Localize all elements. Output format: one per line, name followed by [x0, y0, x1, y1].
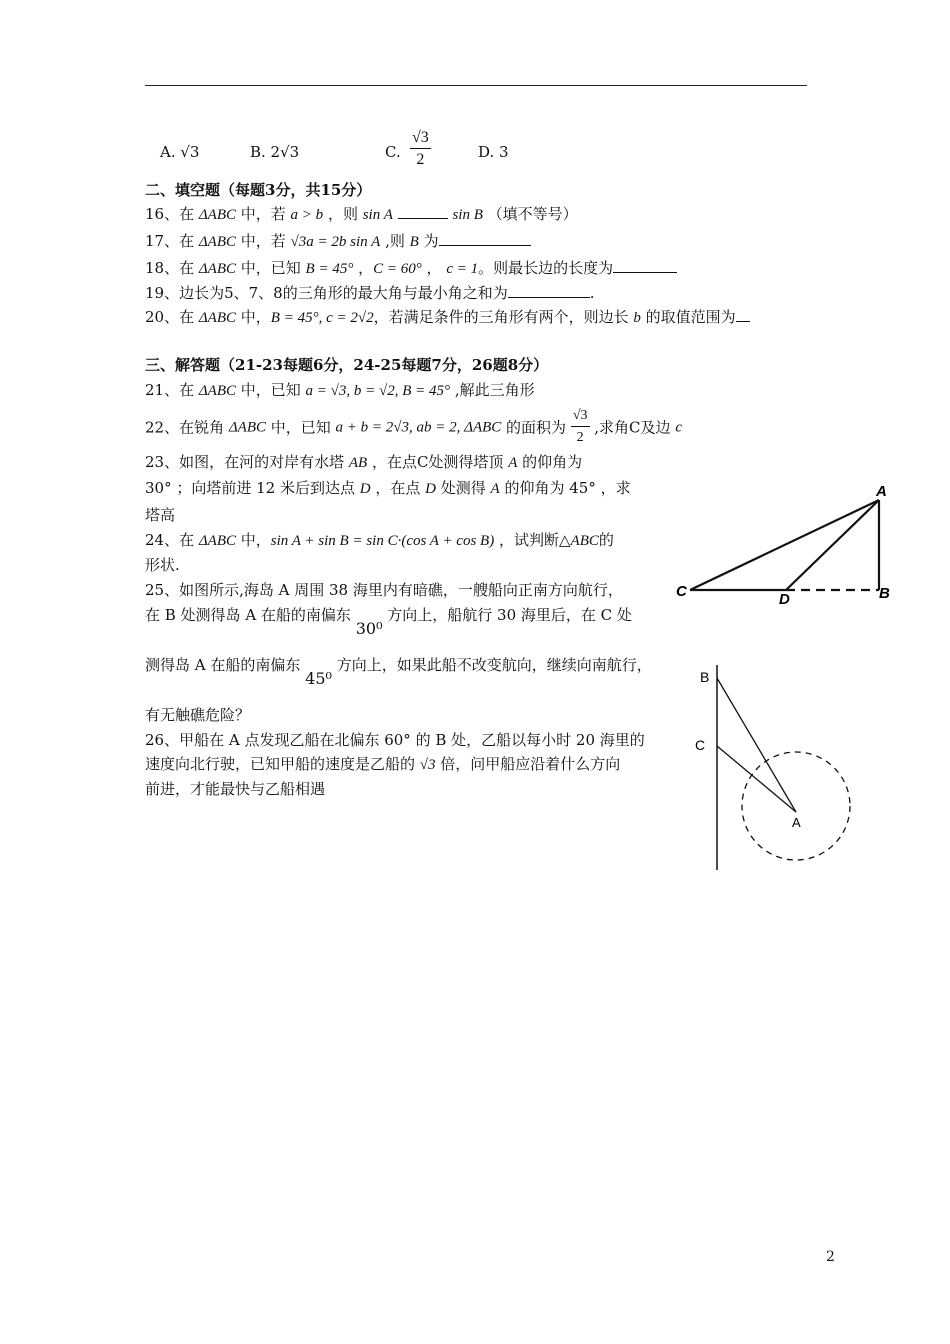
- q23-ab: AB: [348, 455, 368, 471]
- question-24: [145, 530, 614, 551]
- q20-blank: [736, 307, 750, 322]
- q23-l2-pre: 30° ；向塔前进 12 米后到达点: [145, 479, 360, 497]
- q26-l2-pre: 速度向北行驶，已知甲船的速度是乙船的: [145, 755, 420, 773]
- q24-mid: 中，: [236, 531, 271, 549]
- q22-numerator: √3: [571, 406, 590, 427]
- q17-end: 为: [418, 232, 439, 250]
- question-17: [145, 231, 531, 252]
- label-B: B: [700, 669, 710, 685]
- label-D: D: [779, 591, 790, 605]
- q18-mid: 中，已知: [236, 259, 306, 277]
- q26-l2-end: 倍，问甲船应沿着什么方向: [435, 755, 621, 773]
- q22-denominator: 2: [576, 430, 584, 445]
- question-25-line2: [145, 605, 632, 638]
- q22-mid: 中，已知: [266, 418, 336, 437]
- q18-c: C = 60°: [373, 261, 422, 277]
- q17-cond: √3a = 2b sin A: [290, 234, 381, 250]
- question-23-line2: [145, 478, 631, 499]
- q24-tail: 的: [598, 531, 614, 549]
- question-22: [145, 406, 682, 449]
- q18-end: 。则最长边的长度为: [478, 259, 614, 277]
- label-A: A: [792, 815, 801, 830]
- q16-sinB: sin B: [452, 207, 483, 223]
- q22-var: c: [675, 419, 682, 436]
- q16-sinA: sin A: [362, 207, 393, 223]
- choice-c-numerator: √3: [410, 128, 431, 149]
- q22-cond: a + b = 2√3, ab = 2, ΔABC: [335, 419, 502, 436]
- q17-mid: 中，若: [236, 232, 291, 250]
- q16-note: （填不等号）: [482, 205, 578, 223]
- q17-tri: ΔABC: [198, 234, 236, 250]
- question-25-line3: [145, 655, 652, 688]
- q18-pre: 18、在: [145, 259, 199, 277]
- q24-cond: sin A + sin B = sin C·(cos A + cos B): [270, 533, 495, 549]
- q23-a: A: [508, 455, 518, 471]
- q17-var: B: [409, 234, 419, 250]
- q16-cond: a > b: [290, 207, 324, 223]
- q24-pre: 24、在: [145, 531, 199, 549]
- q23-l2-mid: ，在点: [370, 479, 426, 497]
- line-DA: [786, 500, 879, 590]
- q22-area: 的面积为: [501, 418, 571, 437]
- q16-pre: 16、在: [145, 205, 199, 223]
- label-A: A: [876, 483, 887, 500]
- q24-abc: ABC: [570, 533, 599, 549]
- q20-cond: B = 45°, c = 2√2: [270, 310, 374, 326]
- q21-end: ,解此三角形: [450, 381, 535, 399]
- choice-c-denominator: 2: [416, 151, 425, 168]
- q23-l2-mid2: 处测得: [435, 479, 491, 497]
- q18-cc: c = 1: [446, 261, 479, 277]
- q25-l3-end: 方向上，如果此船不改变航向，继续向南航行，: [331, 656, 652, 674]
- q25-l2-end: 方向上，船航行 30 海里后，在 C 处: [382, 606, 632, 624]
- question-26-line3: 前进，才能最快与乙船相遇: [145, 780, 326, 798]
- q21-mid: 中，已知: [236, 381, 306, 399]
- page-number: 2: [826, 1249, 835, 1265]
- section2-heading: 二、填空题（每题3分，共15分）: [145, 181, 372, 199]
- q21-tri: ΔABC: [198, 383, 236, 399]
- q25-l3-pre: 测得岛 A 在船的南偏东: [145, 656, 306, 674]
- q17-then: ,则: [380, 232, 410, 250]
- q20-tri: ΔABC: [198, 310, 236, 326]
- top-rule: [145, 85, 807, 86]
- choice-b: B. 2√3: [250, 143, 300, 161]
- q19-text: 19、边长为5、7、8的三角形的最大角与最小角之和为: [145, 284, 508, 302]
- q16-blank: [398, 204, 448, 219]
- question-26-line1: 26、甲船在 A 点发现乙船在北偏东 60° 的 B 处，乙船以每小时 20 海里的: [145, 731, 645, 749]
- q23-l2-end: 的仰角为 45° ，求: [499, 479, 631, 497]
- choice-a: A. √3: [160, 143, 200, 161]
- q22-fraction: [571, 406, 590, 449]
- q23-l1-mid: ，在点C处测得塔顶: [367, 453, 509, 471]
- line-BA: [717, 678, 796, 812]
- figure-tower-triangle: [668, 480, 898, 605]
- q16-mid: 中，若: [236, 205, 291, 223]
- question-16: [145, 204, 578, 225]
- line-CA: [690, 500, 879, 590]
- q25-angle-30: 30⁰: [355, 619, 383, 638]
- q19-blank: [508, 283, 590, 298]
- question-23-line1: [145, 452, 582, 473]
- q22-end: ,求角C及边: [589, 418, 676, 437]
- q17-pre: 17、在: [145, 232, 199, 250]
- question-18: 18、在 ΔABC 中，已知 B = 45° ，C = 60° ， c = 1。则最长边的长度为: [145, 258, 677, 279]
- choice-c-fraction: [410, 128, 431, 171]
- q22-tri: ΔABC: [228, 419, 266, 436]
- q23-d: D: [359, 481, 371, 497]
- choice-d: D. 3: [478, 143, 509, 161]
- q23-l1-end: 的仰角为: [517, 453, 583, 471]
- q16-then: ，则: [323, 205, 363, 223]
- q24-end: ，试判断△: [494, 531, 571, 549]
- q20-mid: 中，: [236, 308, 271, 326]
- question-19: [145, 283, 595, 303]
- q16-tri: ΔABC: [198, 207, 236, 223]
- q20-end: ，若满足条件的三角形有两个，则边长: [373, 308, 634, 326]
- reef-circle: [742, 752, 850, 860]
- q23-a2: A: [490, 481, 500, 497]
- q18-blank: [613, 258, 677, 273]
- q23-d2: D: [425, 481, 436, 497]
- q18-b: B = 45°: [305, 261, 354, 277]
- q20-tail: 的取值范围为: [640, 308, 736, 326]
- q18-tri: ΔABC: [198, 261, 236, 277]
- q21-pre: 21、在: [145, 381, 199, 399]
- q24-tri: ΔABC: [198, 533, 236, 549]
- label-C: C: [695, 737, 706, 753]
- q17-blank: [439, 231, 531, 246]
- label-C: C: [676, 583, 687, 600]
- q25-l2-pre: 在 B 处测得岛 A 在船的南偏东: [145, 606, 356, 624]
- question-25-line1: 25、如图所示,海岛 A 周围 38 海里内有暗礁，一艘船向正南方向航行，: [145, 581, 623, 599]
- label-B: B: [879, 585, 890, 602]
- section3-heading: 三、解答题（21-23每题6分，24-25每题7分，26题8分）: [145, 356, 549, 374]
- q22-pre: 22、在锐角: [145, 418, 229, 437]
- question-20: [145, 307, 750, 328]
- q26-sqrt3: √3: [419, 757, 436, 773]
- q23-l1-pre: 23、如图，在河的对岸有水塔: [145, 453, 349, 471]
- line-CA: [717, 746, 796, 812]
- figure-island-ship: [690, 660, 860, 875]
- q19-end: .: [589, 284, 595, 302]
- choice-c-label: C.: [385, 143, 401, 161]
- question-21: [145, 380, 535, 401]
- q21-cond: a = √3, b = √2, B = 45°: [305, 383, 451, 399]
- question-26-line2: [145, 754, 620, 775]
- q20-var: b: [633, 310, 641, 326]
- question-23-line3: 塔高: [145, 506, 176, 524]
- q25-angle-45: 45⁰: [305, 669, 332, 688]
- q20-pre: 20、在: [145, 308, 199, 326]
- question-24-line2: 形状.: [145, 556, 180, 574]
- question-25-line4: 有无触礁危险？: [145, 706, 251, 724]
